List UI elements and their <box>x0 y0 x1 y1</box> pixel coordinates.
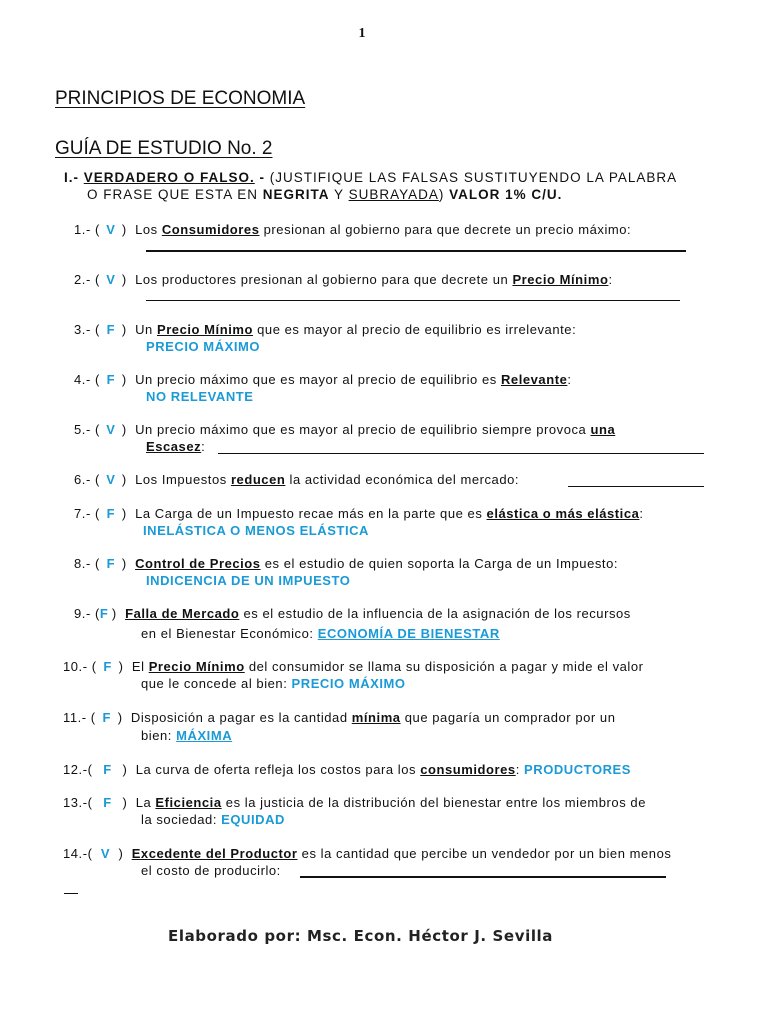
answer-mark: F <box>103 659 112 674</box>
document-title: PRINCIPIOS DE ECONOMIA <box>55 88 306 109</box>
instructions-line-2: O FRASE QUE ESTA EN NEGRITA Y SUBRAYADA) VALOR 1% C/U. <box>87 187 563 202</box>
value-label: VALOR 1% C/U. <box>444 187 563 202</box>
section-number: I.- <box>64 170 84 185</box>
question-8: 8.- ( F ) Control de Precios es el estudio de quien soporta la Carga de un Impuesto: <box>74 556 619 571</box>
question-11: 11.- ( F ) Disposición a pagar es la cantidad mínima que pagaría un comprador por un <box>63 710 616 725</box>
key-term: Precio Mínimo <box>512 272 609 287</box>
question-9: 9.- (F ) Falla de Mercado es el estudio de la influencia de la asignación de los recursos <box>74 606 631 621</box>
key-term: Control de Precios <box>135 556 261 571</box>
question-13: 13.-( F ) La Eficiencia es la justicia de la distribución del bienestar entre los miembros de <box>63 795 646 810</box>
question-13-line-2: la sociedad: EQUIDAD <box>141 812 285 827</box>
answer-mark: V <box>106 222 116 237</box>
correction: ECONOMÍA DE BIENESTAR <box>317 626 500 641</box>
correction: PRODUCTORES <box>524 762 631 777</box>
key-term: Eficiencia <box>155 795 222 810</box>
question-5: 5.- ( V ) Un precio máximo que es mayor al precio de equilibrio siempre provoca una <box>74 422 616 437</box>
page-number: 1 <box>358 26 366 41</box>
negrita-word: NEGRITA <box>262 187 330 202</box>
answer-mark: F <box>103 795 112 810</box>
answer-line <box>146 288 680 301</box>
question-14-line-2: el costo de producirlo: <box>141 863 281 878</box>
correction: INDICENCIA DE UN IMPUESTO <box>146 573 351 588</box>
correction: INELÁSTICA O MENOS ELÁSTICA <box>143 523 369 538</box>
document-subtitle: GUÍA DE ESTUDIO No. 2 <box>55 138 273 159</box>
correction: PRECIO MÁXIMO <box>146 339 261 354</box>
key-term: Escasez <box>146 439 202 454</box>
key-term: Falla de Mercado <box>125 606 240 621</box>
question-10-line-2: que le concede al bien: PRECIO MÁXIMO <box>141 676 406 691</box>
section-heading: VERDADERO O FALSO. <box>83 170 255 185</box>
question-12: 12.-( F ) La curva de oferta refleja los costos para los consumidores: PRODUCTORES <box>63 762 631 777</box>
question-3: 3.- ( F ) Un Precio Mínimo que es mayor al precio de equilibrio es irrelevante: <box>74 322 577 337</box>
correction: MÁXIMA <box>176 728 233 743</box>
answer-mark: V <box>106 272 116 287</box>
correction: NO RELEVANTE <box>146 389 254 404</box>
question-10: 10.- ( F ) El Precio Mínimo del consumidor se llama su disposición a pagar y mide el valor <box>63 659 644 674</box>
author-footer: Elaborado por: Msc. Econ. Héctor J. Sevilla <box>168 927 554 945</box>
key-term: consumidores <box>420 762 516 777</box>
answer-mark: F <box>106 322 116 337</box>
question-5-line-2: Escasez: <box>146 439 206 454</box>
answer-mark: V <box>106 472 116 487</box>
key-term: Precio Mínimo <box>148 659 245 674</box>
answer-line <box>218 441 704 454</box>
question-4: 4.- ( F ) Un precio máximo que es mayor al precio de equilibrio es Relevante: <box>74 372 572 387</box>
answer-mark: F <box>106 506 116 521</box>
question-2: 2.- ( V ) Los productores presionan al gobierno para que decrete un Precio Mínimo: <box>74 272 613 287</box>
answer-line-continuation <box>64 881 78 894</box>
key-term: Precio Mínimo <box>156 322 253 337</box>
key-term: elástica o más elástica <box>486 506 640 521</box>
subrayada-word: SUBRAYADA <box>348 187 439 202</box>
answer-mark: F <box>106 372 116 387</box>
instructions-text: JUSTIFIQUE LAS FALSAS SUSTITUYENDO LA PALABRA <box>275 170 678 185</box>
answer-mark: V <box>106 422 116 437</box>
key-term: mínima <box>351 710 401 725</box>
key-term: Relevante <box>500 372 568 387</box>
instructions-line-1: I.- VERDADERO O FALSO. - (JUSTIFIQUE LAS FALSAS SUSTITUYENDO LA PALABRA <box>64 170 678 185</box>
answer-mark: F <box>102 710 111 725</box>
question-6: 6.- ( V ) Los Impuestos reducen la actividad económica del mercado: <box>74 472 520 487</box>
answer-mark: F <box>103 762 112 777</box>
answer-line <box>146 238 686 252</box>
key-term: Consumidores <box>161 222 260 237</box>
answer-mark: F <box>99 606 109 621</box>
answer-mark: V <box>100 846 111 861</box>
question-7: 7.- ( F ) La Carga de un Impuesto recae más en la parte que es elástica o más elástica: <box>74 506 644 521</box>
correction: EQUIDAD <box>221 812 285 827</box>
question-1: 1.- ( V ) Los Consumidores presionan al gobierno para que decrete un precio máximo: <box>74 222 632 237</box>
answer-line <box>568 474 704 487</box>
key-term: reducen <box>230 472 286 487</box>
question-11-line-2: bien: MÁXIMA <box>141 728 233 743</box>
correction: PRECIO MÁXIMO <box>291 676 406 691</box>
question-14: 14.-( V ) Excedente del Productor es la cantidad que percibe un vendedor por un bien menos <box>63 846 672 861</box>
answer-mark: F <box>106 556 116 571</box>
key-term: una <box>590 422 616 437</box>
key-term: Excedente del Productor <box>131 846 298 861</box>
question-9-line-2: en el Bienestar Económico: ECONOMÍA DE BIENESTAR <box>141 626 500 641</box>
answer-line <box>300 864 666 878</box>
